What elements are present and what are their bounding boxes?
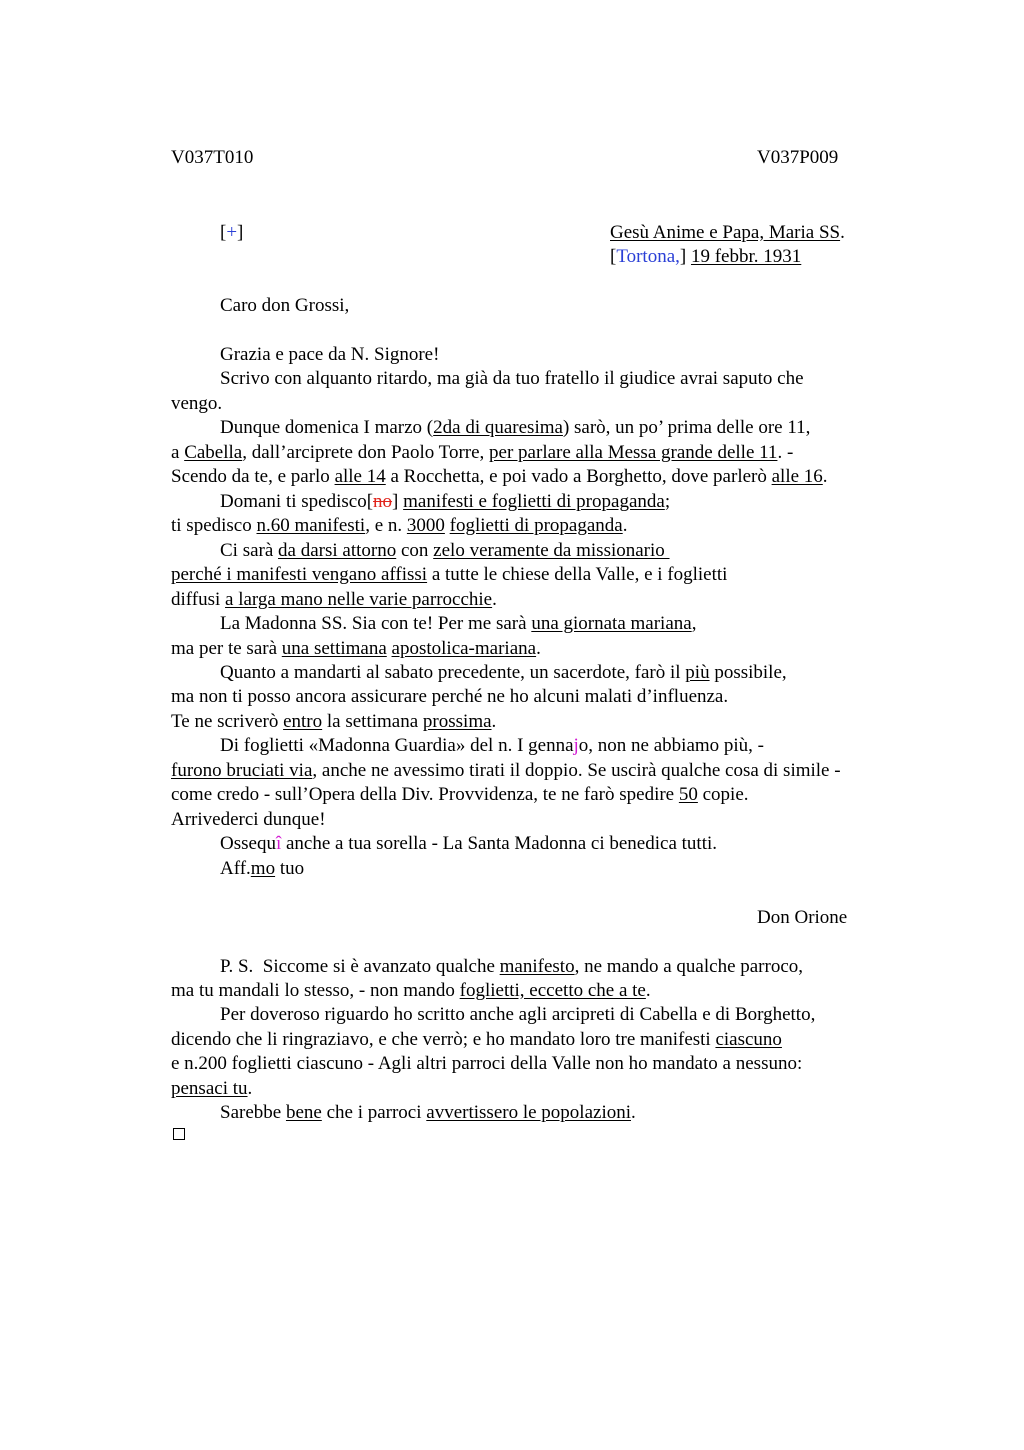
- letter-line: Arrivederci dunque!: [171, 809, 326, 830]
- letter-line: ma per te sarà una settimana apostolica-mariana.: [171, 638, 541, 659]
- letter-line: Domani ti spedisco[no] manifesti e foglietti di propaganda;: [220, 491, 671, 512]
- postscript-line: dicendo che li ringraziavo, e che verrò; e ho mandato loro tre manifesti ciascuno: [171, 1029, 782, 1050]
- document-code-left: V037T010: [171, 147, 254, 168]
- signature: Don Orione: [757, 907, 848, 928]
- letter-line: furono bruciati via, anche ne avessimo tirati il doppio. Se uscirà qualche cosa di simile -: [171, 760, 841, 781]
- letter-line: a Cabella, dall’arciprete don Paolo Torre, per parlare alla Messa grande delle 11. -: [171, 442, 794, 463]
- letter-line: Aff.mo tuo: [220, 858, 305, 879]
- postscript-line: e n.200 foglietti ciascuno - Agli altri parroci della Valle non ho mandato a nessuno:: [171, 1053, 803, 1074]
- letter-line: Quanto a mandarti al sabato precedente, un sacerdote, farò il più possibile,: [220, 662, 787, 683]
- letter-line: Te ne scriverò entro la settimana prossima.: [171, 711, 497, 732]
- motto: Gesù Anime e Papa, Maria SS.: [610, 222, 845, 243]
- greeting: Grazia e pace da N. Signore!: [220, 344, 440, 365]
- document-code-right: V037P009: [757, 147, 839, 168]
- letter-line: come credo - sull’Opera della Div. Provvidenza, te ne farò spedire 50 copie.: [171, 784, 749, 805]
- postscript-line: Per doveroso riguardo ho scritto anche agli arcipreti di Cabella e di Borghetto,: [220, 1004, 816, 1025]
- letter-line: Ossequî anche a tua sorella - La Santa Madonna ci benedica tutti.: [220, 833, 718, 854]
- place-date: [Tortona,] 19 febbr. 1931: [610, 246, 802, 267]
- letter-line: Di foglietti «Madonna Guardia» del n. I gennajo, non ne abbiamo più, -: [220, 735, 765, 756]
- letter-line: La Madonna SS. Sia con te! Per me sarà una giornata mariana,: [220, 613, 697, 634]
- letter-line: Dunque domenica I marzo (2da di quaresima) sarò, un po’ prima delle ore 11,: [220, 417, 811, 438]
- cross-symbol: +: [226, 222, 238, 243]
- letter-line: Ci sarà da darsi attorno con zelo veramente da missionario: [220, 540, 670, 561]
- postscript-line: Sarebbe bene che i parroci avvertissero le popolazioni.: [220, 1102, 636, 1123]
- letter-line: Scrivo con alquanto ritardo, ma già da tuo fratello il giudice avrai saputo che: [220, 368, 804, 389]
- letter-line: ma non ti posso ancora assicurare perché ne ho alcuni malati d’influenza.: [171, 686, 729, 707]
- salutation: Caro don Grossi,: [220, 295, 350, 316]
- struck-text: no: [373, 491, 393, 512]
- end-marker-icon: [173, 1128, 185, 1140]
- letter-line: vengo.: [171, 393, 223, 414]
- letter-line: ti spedisco n.60 manifesti, e n. 3000 foglietti di propaganda.: [171, 515, 628, 536]
- postscript-line: ma tu mandali lo stesso, - non mando foglietti, eccetto che a te.: [171, 980, 651, 1001]
- letter-line: diffusi a larga mano nelle varie parrocchie.: [171, 589, 497, 610]
- corrected-letter: î: [275, 833, 282, 854]
- corrected-letter: j: [573, 735, 579, 756]
- letter-line: perché i manifesti vengano affissi a tutte le chiese della Valle, e i foglietti: [171, 564, 728, 585]
- postscript-line: pensaci tu.: [171, 1078, 253, 1099]
- letter-line: Scendo da te, e parlo alle 14 a Rocchetta, e poi vado a Borghetto, dove parlerò alle 16.: [171, 466, 828, 487]
- cross-mark: [+]: [220, 222, 244, 243]
- postscript-line: P. S. Siccome si è avanzato qualche manifesto, ne mando a qualche parroco,: [220, 956, 804, 977]
- date: 19 febbr. 1931: [690, 246, 802, 267]
- place: Tortona,: [616, 246, 680, 267]
